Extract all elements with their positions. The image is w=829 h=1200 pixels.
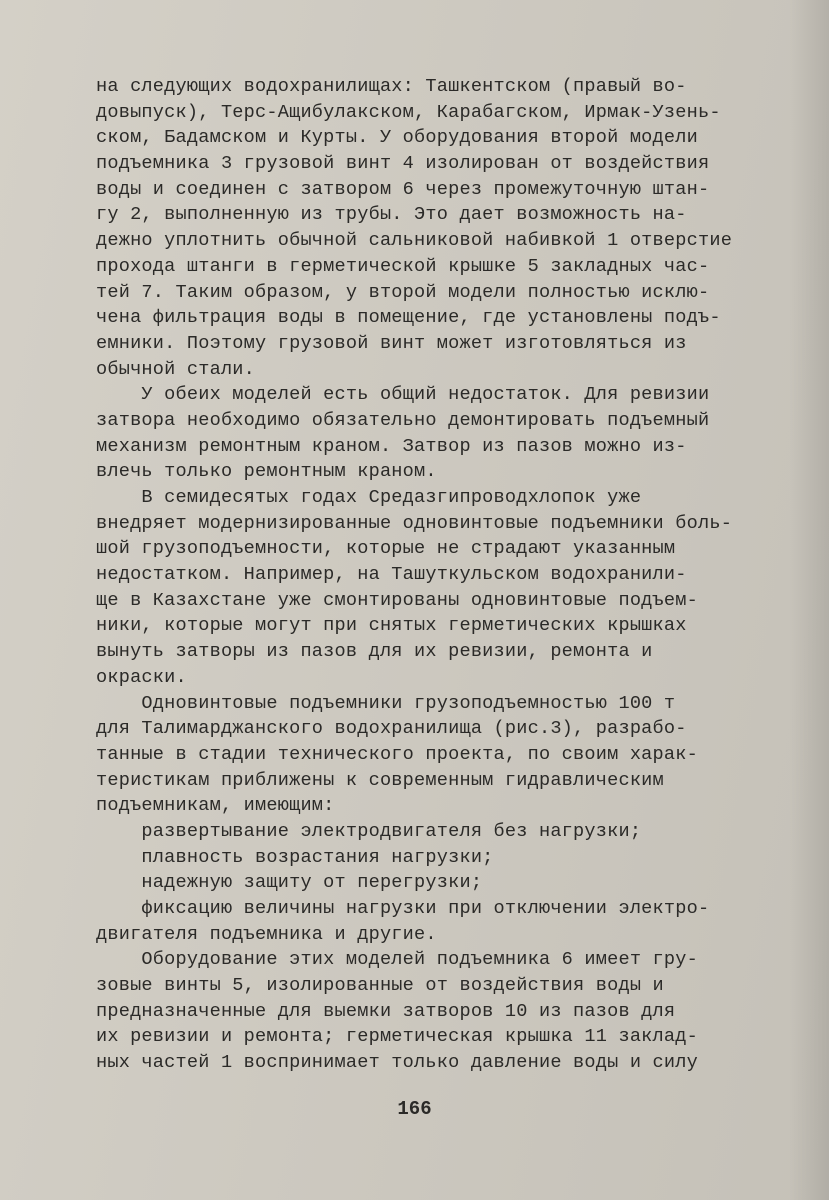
text-line: дежно уплотнить обычной сальниковой набивкой 1 отверстие [96,230,733,252]
text-line: влечь только ремонтным краном. [96,461,437,483]
text-line: довыпуск), Терс-Ащибулакском, Карабагском, Ирмак-Узень- [96,101,721,123]
text-line: для Талимарджанского водохранилища (рис.3), разрабо- [96,718,687,740]
body-text [96,74,808,1076]
text-line: на следующих водохранилищах: Ташкентском (правый во- [96,76,687,97]
text-line: затвора необходимо обязательно демонтировать подъемный [96,409,710,431]
text-line: предназначенные для выемки затворов 10 из пазов для [96,1000,676,1022]
text-line: недостатком. Например, на Ташуткульском водохранили- [96,564,687,586]
text-line: ных частей 1 воспринимает только давление воды и силу [96,1052,698,1074]
text-line: тей 7. Таким образом, у второй модели полностью исклю- [96,281,710,303]
text-line: надежную защиту от перегрузки; [96,872,483,894]
text-line: гу 2, выполненную из трубы. Это дает возможность на- [96,204,687,226]
text-line: вынуть затворы из пазов для их ревизии, ремонта и [96,641,653,663]
text-line: прохода штанги в герметической крышке 5 закладных час- [96,255,710,277]
text-line: развертывание электродвигателя без нагрузки; [96,820,642,842]
text-line: механизм ремонтным краном. Затвор из пазов можно из- [96,435,687,457]
text-line: емники. Поэтому грузовой винт может изготовляться из [96,332,687,354]
text-line: подъемникам, имеющим: [96,795,335,817]
text-line: теристикам приближены к современным гидравлическим [96,769,664,791]
text-line: внедряет модернизированные одновинтовые подъемники боль- [96,512,733,534]
text-line: двигателя подъемника и другие. [96,923,437,945]
text-line: ники, которые могут при снятых герметических крышках [96,615,687,637]
text-line: танные в стадии технического проекта, по своим харак- [96,743,698,765]
text-line: шой грузоподъемности, которые не страдают указанным [96,538,676,560]
text-line: ще в Казахстане уже смонтированы одновинтовые подъем- [96,589,698,611]
text-line: воды и соединен с затвором 6 через промежуточную штан- [96,178,710,200]
text-line: зовые винты 5, изолированные от воздействия воды и [96,975,664,997]
text-line: фиксацию величины нагрузки при отключении электро- [96,898,710,919]
text-line: чена фильтрация воды в помещение, где установлены подъ- [96,307,721,329]
text-line: окраски. [96,666,187,688]
text-line: Оборудование этих моделей подъемника 6 имеет гру- [96,949,698,971]
text-line: У обеих моделей есть общий недостаток. Для ревизии [96,384,710,406]
page-number: 166 [397,1098,432,1120]
text-line: плавность возрастания нагрузки; [96,846,494,868]
text-line: подъемника 3 грузовой винт 4 изолирован от воздействия [96,153,710,175]
text-line: Одновинтовые подъемники грузоподъемностью 100 т [96,692,676,714]
text-line: В семидесятых годах Средазгипроводхлопок уже [96,487,642,508]
text-line: их ревизии и ремонта; герметическая крышка 11 заклад- [96,1026,698,1048]
text-line: обычной стали. [96,358,256,380]
text-line: ском, Бадамском и Курты. У оборудования второй модели [96,127,698,149]
